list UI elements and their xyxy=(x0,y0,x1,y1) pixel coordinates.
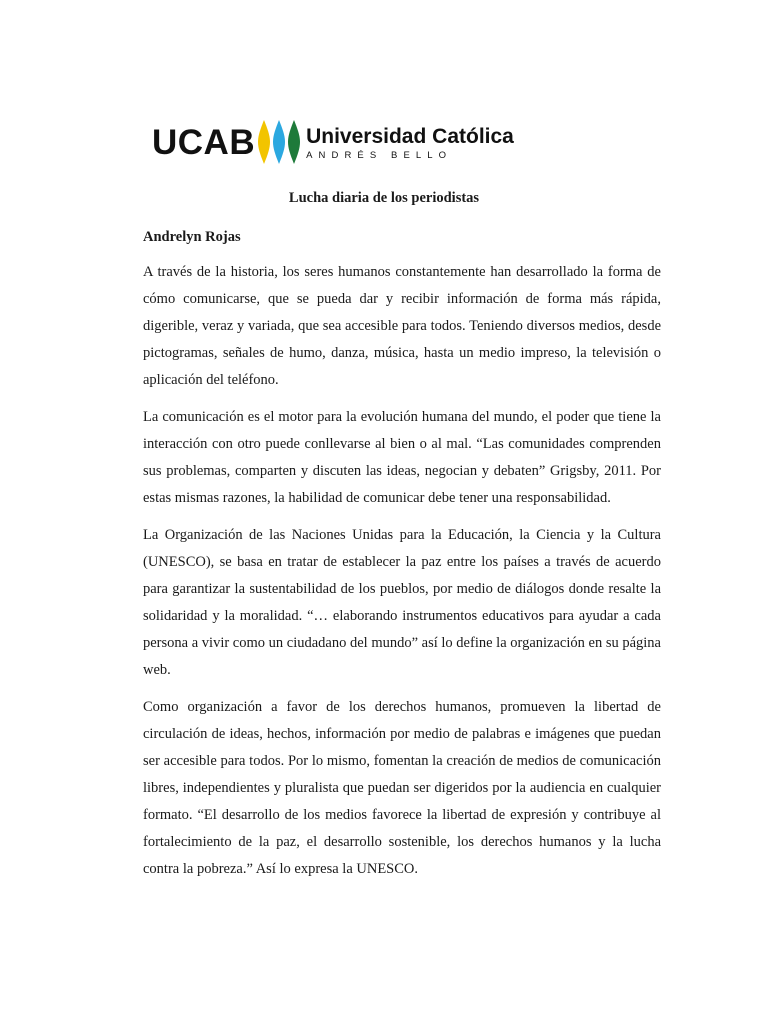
document-title: Lucha diaria de los periodistas xyxy=(288,190,480,206)
paragraph-3: La Organización de las Naciones Unidas para la Educación, la Ciencia y la Cultura (UNESCO), se basa en tratar de establecer la paz entre los países a través de acuerdo para garantizar la sustentabilidad de los pueblos, por medio de diálogos donde resalte la solidaridad y la moralidad. “… elaborando instrumentos educativos para ayudar a cada persona a vivir como un ciudadano del mundo” así lo define la organización en su página web. xyxy=(143,527,661,678)
logo-university-subname: ANDRÉS BELLO xyxy=(306,149,453,161)
paragraph-4: Como organización a favor de los derechos humanos, promueven la libertad de circulación de ideas, hechos, información por medio de palabras e imágenes que puedan ser accesible para todos. Por lo mismo, fomentan la creación de medios de comunicación libres, independientes y pluralista que puedan ser digeridos por la audiencia en cualquier formato. “El desarrollo de los medios favorece la libertad de expresión y contribuye al fortalecimiento de la paz, el desarrollo sostenible, los derechos humanos y la lucha contra la pobreza.” Así lo expresa la UNESCO. xyxy=(143,699,661,877)
logo-university-name: Universidad Católica xyxy=(306,124,514,148)
university-logo xyxy=(152,118,514,166)
logo-flame-yellow xyxy=(258,120,270,164)
logo-flame-green xyxy=(288,120,300,164)
logo-flame-cyan xyxy=(273,120,285,164)
logo-acronym: UCAB xyxy=(152,122,256,162)
document-author: Andrelyn Rojas xyxy=(143,229,241,245)
logo-flames-icon xyxy=(257,118,301,166)
paragraph-1: A través de la historia, los seres humanos constantemente han desarrollado la forma de cómo comunicarse, que se pueda dar y recibir información de forma más rápida, digerible, veraz y variada, que sea accesible para todos. Teniendo diversos medios, desde pictogramas, señales de humo, danza, música, hasta un medio impreso, la televisión o aplicación del teléfono. xyxy=(143,264,661,388)
document-body xyxy=(143,259,661,893)
logo-text xyxy=(306,126,514,161)
paragraph-2: La comunicación es el motor para la evolución humana del mundo, el poder que tiene la interacción con otro puede conllevarse al bien o al mal. “Las comunidades comprenden sus problemas, comparten y discuten las ideas, negocian y debaten” Grigsby, 2011. Por estas mismas razones, la habilidad de comunicar debe tener una responsabilidad. xyxy=(143,409,661,506)
